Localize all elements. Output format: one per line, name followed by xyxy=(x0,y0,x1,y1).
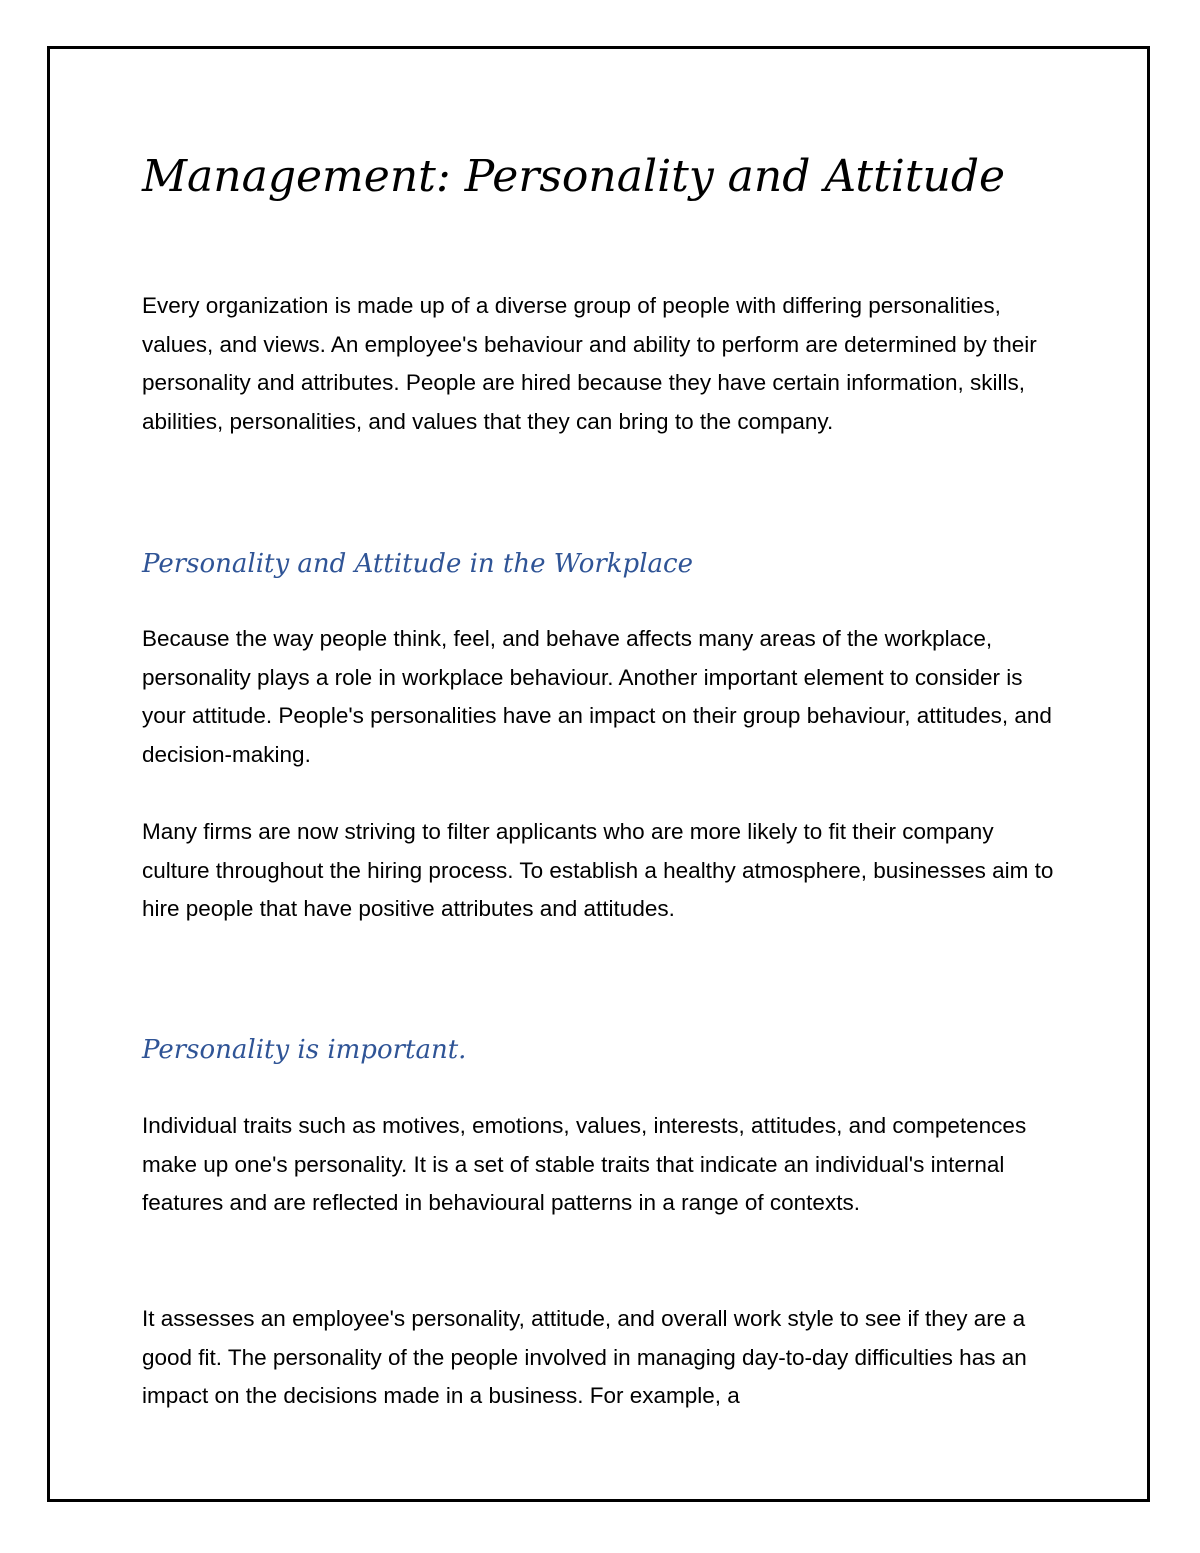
importance-paragraph-2: It assesses an employee's personality, attitude, and overall work style to see if they are a good fit. The personality of the people involved in managing day-to-day difficulties has an impact on the decisions made in a business. For example, a xyxy=(142,1306,1027,1408)
intro-paragraph: Every organization is made up of a diverse group of people with differing personalities, values, and views. An employee's behaviour and ability to perform are determined by their personality and attributes. People are hired because they have certain information, skills, abilities, personalities, and values that they can bring to the company. xyxy=(142,293,1037,434)
section-heading-workplace: Personality and Attitude in the Workplace xyxy=(142,549,693,579)
section-heading-importance: Personality is important. xyxy=(142,1035,467,1065)
workplace-paragraph-1: Because the way people think, feel, and behave affects many areas of the workplace, personality plays a role in workplace behaviour. Another important element to consider is your attitude. People's personalities have an impact on their group behaviour, attitudes, and decision-making. xyxy=(142,626,1052,767)
workplace-paragraph-2: Many firms are now striving to filter applicants who are more likely to fit their company culture throughout the hiring process. To establish a healthy atmosphere, businesses aim to hire people that have positive attributes and attitudes. xyxy=(142,819,1054,921)
importance-paragraph-1: Individual traits such as motives, emotions, values, interests, attitudes, and competences make up one's personality. It is a set of stable traits that indicate an individual's internal features and are reflected in behavioural patterns in a range of contexts. xyxy=(142,1113,1027,1215)
document-title: Management: Personality and Attitude xyxy=(142,151,1006,202)
page-border-frame xyxy=(47,46,1150,1502)
